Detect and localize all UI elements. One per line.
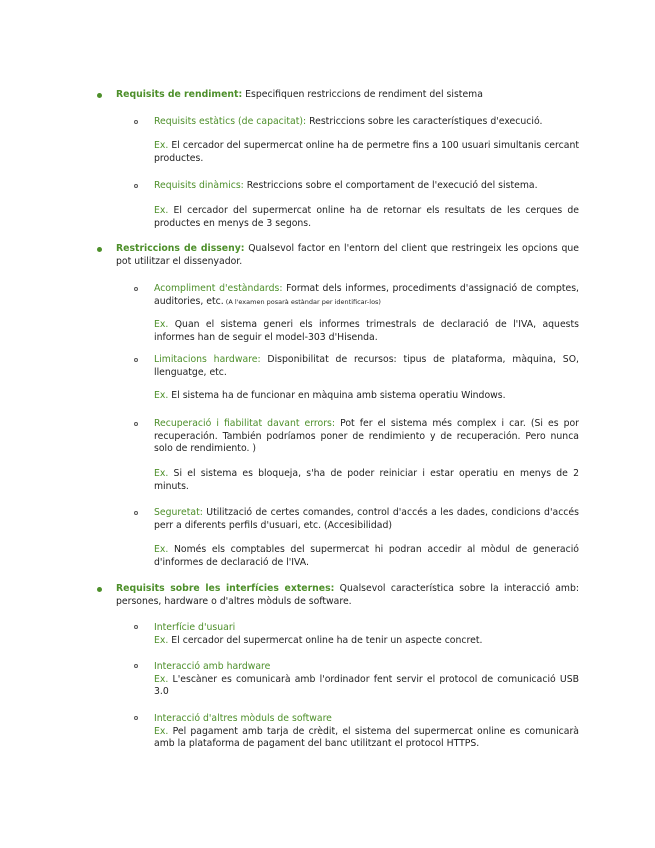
- example-label: Ex.: [154, 725, 169, 737]
- example-text: El sistema ha de funcionar en màquina amb sistema operatiu Windows.: [168, 390, 506, 401]
- example-text: El cercador del supermercat online ha de tenir un aspecte concret.: [168, 634, 483, 646]
- example-text: L'escàner es comunicarà amb l'ordinador fent servir el protocol de comunicació USB 3.0: [154, 673, 579, 698]
- example-text: Si el sistema es bloqueja, s'ha de poder reiniciar i estar operatiu en menys de 2 minuts.: [154, 468, 579, 492]
- item-text: Restriccions sobre les característiques d'execució.: [306, 116, 543, 127]
- circle-bullet-icon: [134, 422, 138, 426]
- item-heading: Interacció amb hardware: [154, 661, 271, 672]
- example-label: Ex.: [154, 205, 169, 216]
- item-requisits-dinamics: [154, 180, 579, 193]
- bullet-icon: [97, 247, 102, 252]
- example-dinamics: [154, 205, 579, 230]
- example-label: Ex.: [154, 319, 169, 330]
- item-interaccio-hardware: [154, 661, 579, 699]
- circle-bullet-icon: [134, 716, 138, 720]
- item-heading: Interfície d'usuari: [154, 622, 236, 633]
- example-label: Ex.: [154, 634, 169, 646]
- item-interaccio-software: [154, 713, 579, 751]
- example-estatics: [154, 140, 579, 165]
- example-text: El cercador del supermercat online ha de permetre fins a 100 usuari simultanis cercant productes.: [154, 140, 579, 164]
- bullet-icon: [97, 587, 102, 592]
- item-heading: Recuperació i fiabilitat davant errors:: [154, 418, 336, 429]
- item-interficie-usuari: [154, 622, 579, 647]
- bullet-icon: [97, 93, 102, 98]
- circle-bullet-icon: [134, 184, 138, 188]
- example-line: [154, 635, 579, 648]
- example-recuperacio: [154, 468, 579, 493]
- example-estandards: [154, 319, 579, 344]
- item-heading: Requisits dinàmics:: [154, 180, 244, 191]
- item-heading: Interacció d'altres mòduls de software: [154, 713, 332, 724]
- item-text: Disponibilitat de recursos: tipus de plataforma, màquina, SO, llenguatge, etc.: [154, 354, 579, 378]
- circle-bullet-icon: [134, 625, 138, 629]
- circle-bullet-icon: [134, 358, 138, 362]
- example-label: Ex.: [154, 544, 169, 555]
- example-label: Ex.: [154, 468, 169, 479]
- item-note: (A l'examen posarà estàndar per identificar-los): [223, 297, 381, 306]
- example-label: Ex.: [154, 673, 169, 685]
- item-seguretat: [154, 507, 579, 532]
- example-text: Només els comptables del supermercat hi podran accedir al mòdul de generació d'informes de declaració de l'IVA.: [154, 544, 579, 568]
- circle-bullet-icon: [134, 120, 138, 124]
- example-seguretat: [154, 544, 579, 569]
- circle-bullet-icon: [134, 511, 138, 515]
- item-text: Restriccions sobre el comportament de l'execució del sistema.: [243, 180, 538, 191]
- section-heading: Restriccions de disseny:: [116, 243, 245, 254]
- example-label: Ex.: [154, 140, 169, 151]
- item-text: Pot fer el sistema més complex i car. (Si es por recuperación. También podríamos poner de rendimiento y de recuperación. Pero nunca solo de rendimiento. ): [154, 418, 580, 455]
- item-estandards: [154, 283, 579, 308]
- item-hardware: [154, 354, 579, 379]
- section-text: Qualsevol factor en l'entorn del client que restringeix les opcions que pot utilitzar el dissenyador.: [116, 243, 579, 267]
- circle-bullet-icon: [134, 664, 138, 668]
- example-line: [154, 674, 579, 699]
- example-text: Pel pagament amb tarja de crèdit, el sistema del supermercat online es comunicarà amb la plataforma de pagament del banc utilitzant el protocol HTTPS.: [154, 725, 579, 750]
- section-text: Qualsevol característica sobre la interacció amb: persones, hardware o d'altres mòduls de software.: [116, 583, 580, 607]
- section-heading: Requisits de rendiment:: [116, 89, 243, 100]
- example-line: [154, 726, 579, 751]
- section-heading: Requisits sobre les interfícies externes:: [116, 583, 335, 594]
- example-hardware: [154, 390, 579, 403]
- circle-bullet-icon: [134, 287, 138, 291]
- item-heading: Seguretat:: [154, 507, 203, 518]
- item-heading: Acompliment d'estàndards:: [154, 283, 283, 294]
- section-text: Especifiquen restriccions de rendiment del sistema: [242, 89, 483, 100]
- section-disseny: [116, 243, 579, 268]
- example-text: El cercador del supermercat online ha de retornar els resultats de les cerques de productes en menys de 3 segons.: [154, 205, 579, 229]
- section-interficies: [116, 583, 579, 608]
- item-text: Format dels informes, procediments d'assignació de comptes, auditories, etc.: [154, 283, 580, 307]
- section-rendiment: [116, 89, 581, 102]
- item-recuperacio: [154, 418, 579, 456]
- item-text: Utilització de certes comandes, control d'accés a les dades, condicions d'accés perr a diferents perfils d'usuari, etc. (Accesibilidad): [154, 507, 579, 531]
- item-heading: Requisits estàtics (de capacitat):: [154, 116, 307, 127]
- example-label: Ex.: [154, 390, 169, 401]
- example-text: Quan el sistema generi els informes trimestrals de declaració de l'IVA, aquests informes han de seguir el model-303 d'Hisenda.: [154, 319, 579, 343]
- item-requisits-estatics: [154, 116, 579, 129]
- item-heading: Limitacions hardware:: [154, 354, 261, 365]
